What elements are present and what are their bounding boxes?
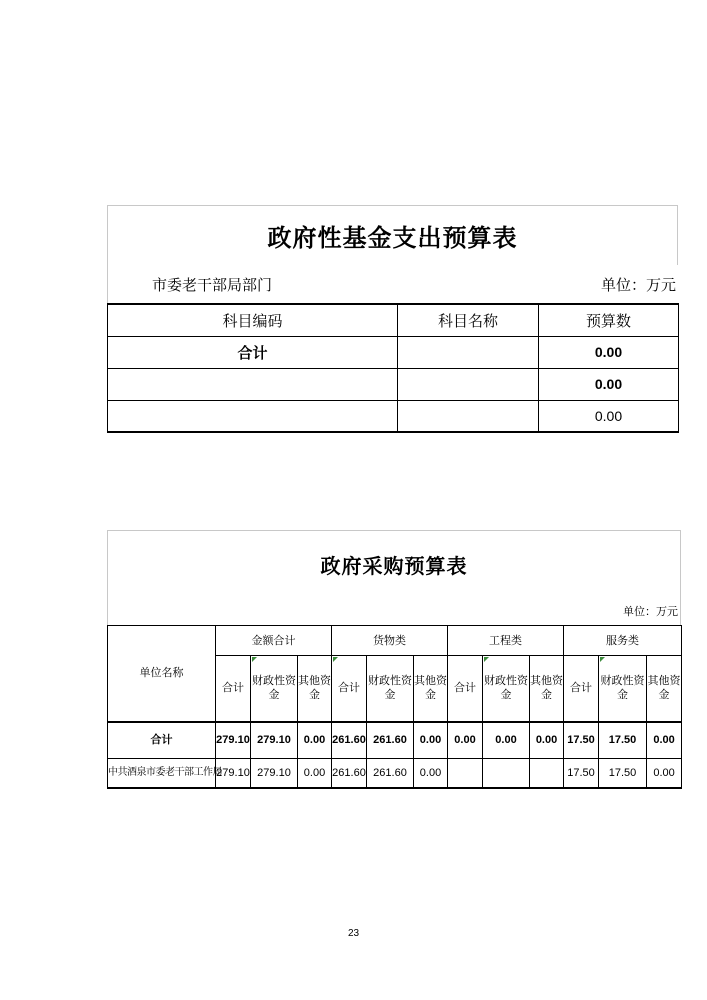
row-code [108, 400, 398, 432]
total-value: 0.00 [414, 722, 448, 759]
table-row [108, 759, 682, 788]
total-value: 0.00 [298, 722, 332, 759]
row-amount: 0.00 [539, 336, 679, 368]
procurement-table-unit: 单位：万元 [107, 598, 681, 625]
total-value: 279.10 [216, 722, 251, 759]
procurement-group-header-row [108, 626, 682, 656]
header-subject-code: 科目编码 [108, 304, 398, 336]
sub-header-total: 合计 [216, 656, 251, 722]
row-value: 0.00 [298, 759, 332, 788]
row-value: 261.60 [367, 759, 414, 788]
sub-header-other: 其他资金 [530, 656, 564, 722]
row-name [398, 336, 539, 368]
table-row [108, 368, 679, 400]
fund-table-title-box [107, 205, 678, 265]
row-code: 合计 [108, 336, 398, 368]
fund-table-unit: 单位：万元 [600, 275, 676, 294]
sub-header-fiscal: 财政性资金 [599, 656, 647, 722]
total-label: 合计 [108, 722, 216, 759]
total-value: 261.60 [332, 722, 367, 759]
row-amount: 0.00 [539, 368, 679, 400]
row-value: 0.00 [414, 759, 448, 788]
procurement-table-title-box [107, 530, 681, 598]
total-value: 0.00 [530, 722, 564, 759]
sub-header-total: 合计 [332, 656, 367, 722]
sub-header-total: 合计 [448, 656, 483, 722]
row-name [398, 400, 539, 432]
header-group-total: 金额合计 [216, 626, 332, 656]
total-value: 0.00 [448, 722, 483, 759]
government-procurement-budget-table [107, 530, 681, 790]
table-row [108, 400, 679, 432]
procurement-table-title: 政府采购预算表 [320, 554, 468, 578]
row-value: 279.10 [251, 759, 298, 788]
row-value: 279.10 [216, 759, 251, 788]
total-value: 0.00 [483, 722, 530, 759]
fund-table-header-row [108, 304, 679, 336]
fund-table-subheader [107, 265, 678, 303]
table-row [108, 336, 679, 368]
row-code [108, 368, 398, 400]
sub-header-fiscal: 财政性资金 [483, 656, 530, 722]
total-value: 261.60 [367, 722, 414, 759]
sub-header-other: 其他资金 [298, 656, 332, 722]
total-value: 279.10 [251, 722, 298, 759]
row-amount: 0.00 [539, 400, 679, 432]
total-value: 17.50 [599, 722, 647, 759]
procurement-table-grid [107, 625, 682, 789]
row-value: 261.60 [332, 759, 367, 788]
total-value: 17.50 [564, 722, 599, 759]
sub-header-other: 其他资金 [647, 656, 682, 722]
unit-name-cell: 中共酒泉市委老干部工作局 [108, 759, 216, 788]
header-subject-name: 科目名称 [398, 304, 539, 336]
row-value [448, 759, 483, 788]
procurement-total-row [108, 722, 682, 759]
total-value: 0.00 [647, 722, 682, 759]
header-group-services: 服务类 [564, 626, 682, 656]
row-value: 0.00 [647, 759, 682, 788]
sub-header-other: 其他资金 [414, 656, 448, 722]
fund-table-title: 政府性基金支出预算表 [267, 223, 518, 252]
header-group-engineering: 工程类 [448, 626, 564, 656]
row-value: 17.50 [599, 759, 647, 788]
sub-header-fiscal: 财政性资金 [251, 656, 298, 722]
header-group-goods: 货物类 [332, 626, 448, 656]
fund-table-department: 市委老干部局部门 [152, 275, 273, 294]
fund-table-grid [107, 303, 679, 433]
header-unit-name: 单位名称 [108, 626, 216, 722]
header-budget-amount: 预算数 [539, 304, 679, 336]
row-value [483, 759, 530, 788]
row-value: 17.50 [564, 759, 599, 788]
page-number: 23 [347, 928, 360, 939]
row-name [398, 368, 539, 400]
sub-header-total: 合计 [564, 656, 599, 722]
row-value [530, 759, 564, 788]
sub-header-fiscal: 财政性资金 [367, 656, 414, 722]
government-fund-budget-table [107, 205, 678, 429]
